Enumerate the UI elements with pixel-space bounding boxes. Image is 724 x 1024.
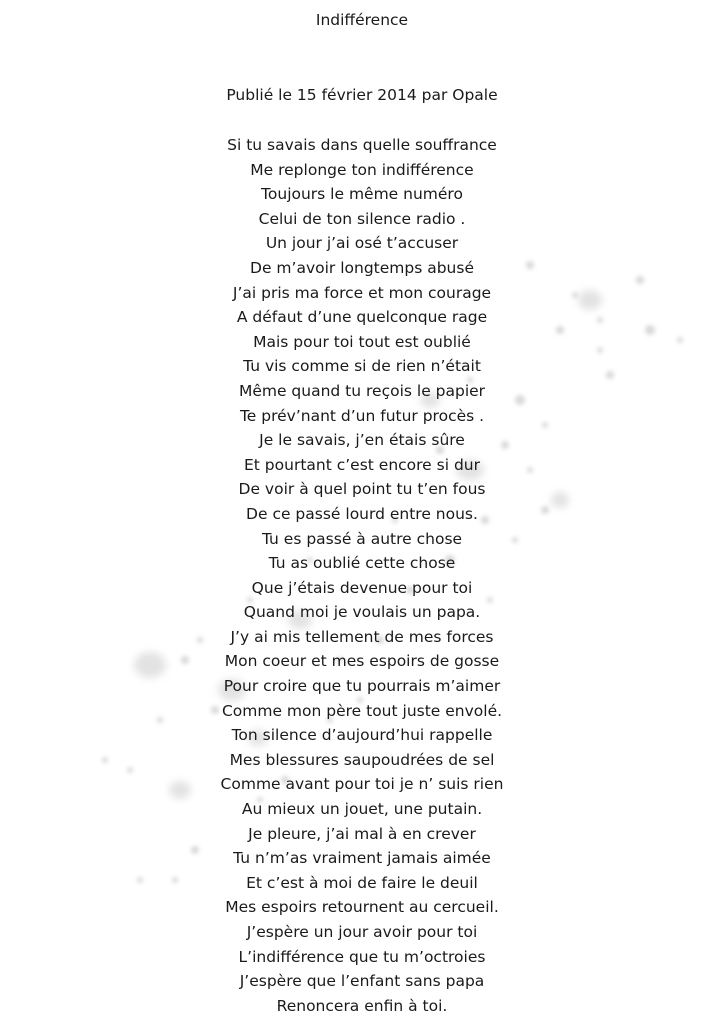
poem-line: Celui de ton silence radio .: [258, 209, 466, 228]
poem-line: Tu n’m’as vraiment jamais aimée: [233, 849, 491, 868]
poem-line: De m’avoir longtemps abusé: [250, 258, 474, 277]
poem-line: J’espère un jour avoir pour toi: [246, 923, 478, 941]
poem-line: Mon coeur et mes espoirs de gosse: [224, 652, 500, 671]
poem-line: Je pleure, j’ai mal à en crever: [248, 824, 476, 843]
poem-line: Comme mon père tout juste envolé.: [221, 701, 503, 720]
poem-line: Toujours le même numéro: [261, 185, 463, 204]
publication-byline: Publié le 15 février 2014 par Opale: [226, 86, 498, 104]
poem-title: Indifférence: [315, 11, 409, 29]
poem-line: L’indifférence que tu m’octroies: [238, 947, 486, 966]
poem-line: Comme avant pour toi je n’ suis rien: [220, 775, 504, 794]
poem-line: Ton silence d’aujourd’hui rappelle: [231, 726, 493, 745]
poem-line: A défaut d’une quelconque rage: [236, 308, 488, 327]
poem-line: Me replonge ton indifférence: [250, 160, 474, 179]
poem-line: De ce passé lourd entre nous.: [246, 504, 478, 523]
poem-line: Un jour j’ai osé t’accuser: [265, 234, 459, 253]
poem-line: Tu es passé à autre chose: [261, 529, 463, 548]
poem-line: Au mieux un jouet, une putain.: [241, 800, 483, 819]
poem-line: Quand moi je voulais un papa.: [243, 603, 481, 622]
poem-line: Pour croire que tu pourrais m’aimer: [223, 677, 501, 696]
poem-line: Que j’étais devenue pour toi: [251, 578, 473, 597]
poem-line: Te prév’nant d’un futur procès .: [239, 406, 485, 425]
poem-line: Mes blessures saupoudrées de sel: [229, 750, 495, 769]
poem-line: Renoncera enfin à toi.: [276, 996, 448, 1015]
poem-line: Je le savais, j’en étais sûre: [259, 431, 465, 450]
poem-line: Et pourtant c’est encore si dur: [244, 455, 480, 474]
poem-line: Mes espoirs retournent au cercueil.: [225, 898, 499, 917]
poem-line: Si tu savais dans quelle souffrance: [227, 136, 497, 154]
poem-line: Et c’est à moi de faire le deuil: [246, 873, 478, 892]
poem-line: Tu as oublié cette chose: [268, 554, 456, 573]
poem-line: J’y ai mis tellement de mes forces: [230, 627, 494, 646]
poem-text: [0, 133, 724, 1018]
poem-line: De voir à quel point tu t’en fous: [238, 480, 486, 499]
poem-line: J’espère que l’enfant sans papa: [239, 972, 485, 991]
poem-line: Même quand tu reçois le papier: [238, 381, 486, 400]
poem-line: J’ai pris ma force et mon courage: [232, 283, 492, 302]
poem-line: Tu vis comme si de rien n’était: [243, 357, 481, 376]
poem-line: Mais pour toi tout est oublié: [253, 332, 471, 351]
